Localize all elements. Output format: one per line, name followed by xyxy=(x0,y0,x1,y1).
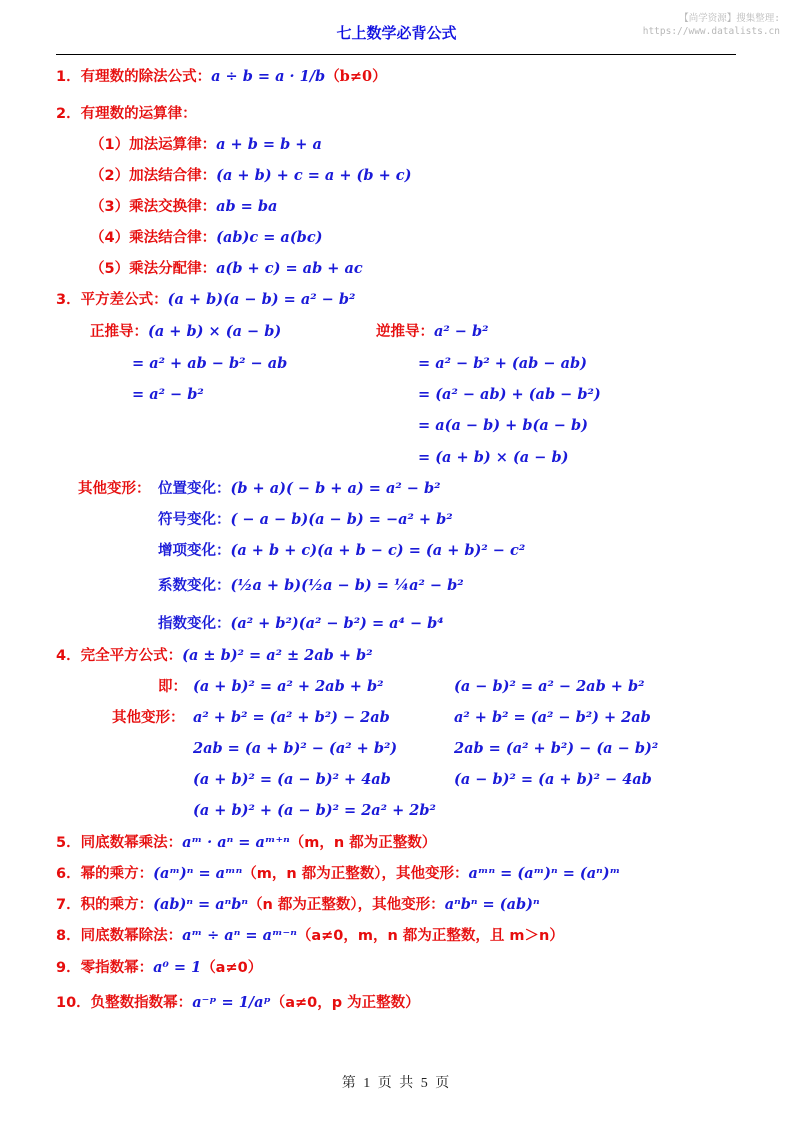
formula-6: 6．幂的乘方：(aᵐ)ⁿ = aᵐⁿ（m，n 都为正整数），其他变形：aᵐⁿ = (aᵐ)ⁿ = (aⁿ)ᵐ xyxy=(56,865,621,882)
law-2: （2）加法结合律：(a + b) + c = a + (b + c) xyxy=(90,167,412,184)
other-variants-label: 其他变形： xyxy=(78,481,151,497)
formula-1: 1．有理数的除法公式：a ÷ b = a · 1/b（b≠0） xyxy=(56,68,387,85)
law-1: （1）加法运算律：a + b = b + a xyxy=(90,136,322,153)
square-variant: a² + b² = (a² + b²) − 2ab xyxy=(193,709,390,726)
square-variant: (a + b)² + (a − b)² = 2a² + 2b² xyxy=(193,802,436,819)
formula-5: 5．同底数幂乘法：aᵐ · aⁿ = aᵐ⁺ⁿ（m，n 都为正整数） xyxy=(56,834,437,851)
square-diff: (a − b)² = a² − 2ab + b² xyxy=(454,678,645,695)
formula-4: 4．完全平方公式：(a ± b)² = a² ± 2ab + b² xyxy=(56,647,373,664)
forward-derivation-2: = a² + ab − b² − ab xyxy=(132,355,288,372)
formula-7: 7．积的乘方：(ab)ⁿ = aⁿbⁿ（n 都为正整数），其他变形：aⁿbⁿ = (ab)ⁿ xyxy=(56,896,540,913)
watermark-line1: 【尚学资源】搜集整理: xyxy=(679,13,780,24)
variant-position: 位置变化：(b + a)( − b + a) = a² − b² xyxy=(158,480,441,497)
square-other-label: 其他变形： xyxy=(112,710,185,726)
forward-derivation-1: 正推导：(a + b) × (a − b) xyxy=(90,323,282,340)
reverse-derivation-4: = a(a − b) + b(a − b) xyxy=(418,417,588,434)
square-sum: (a + b)² = a² + 2ab + b² xyxy=(193,678,384,695)
variant-coefficient: 系数变化：(½a + b)(½a − b) = ¼a² − b² xyxy=(158,577,464,594)
formula-3: 3．平方差公式：(a + b)(a − b) = a² − b² xyxy=(56,291,356,308)
formula-8: 8．同底数幂除法：aᵐ ÷ aⁿ = aᵐ⁻ⁿ（a≠0，m，n 都为正整数，且 m＞n） xyxy=(56,927,564,944)
watermark-line2: https://www.datalists.cn xyxy=(642,26,780,37)
law-5: （5）乘法分配律：a(b + c) = ab + ac xyxy=(90,260,363,277)
section-2-heading: 2．有理数的运算律： xyxy=(56,106,197,122)
square-variant: 2ab = (a + b)² − (a² + b²) xyxy=(193,740,398,757)
variant-sign: 符号变化：( − a − b)(a − b) = −a² + b² xyxy=(158,511,453,528)
ji-label: 即： xyxy=(158,679,187,695)
watermark xyxy=(643,12,780,38)
formula-9: 9．零指数幂：a⁰ = 1（a≠0） xyxy=(56,959,263,976)
square-variant: (a − b)² = (a + b)² − 4ab xyxy=(454,771,652,788)
variant-term: 增项变化：(a + b + c)(a + b − c) = (a + b)² − c² xyxy=(158,542,526,559)
square-variant: a² + b² = (a² − b²) + 2ab xyxy=(454,709,651,726)
reverse-derivation-5: = (a + b) × (a − b) xyxy=(418,449,569,466)
law-4: （4）乘法结合律：(ab)c = a(bc) xyxy=(90,229,323,246)
square-variant: (a + b)² = (a − b)² + 4ab xyxy=(193,771,391,788)
reverse-derivation-3: = (a² − ab) + (ab − b²) xyxy=(418,386,601,403)
reverse-derivation-1: 逆推导：a² − b² xyxy=(376,323,489,340)
variant-exponent: 指数变化：(a² + b²)(a² − b²) = a⁴ − b⁴ xyxy=(158,615,444,632)
header-rule xyxy=(56,54,736,55)
formula-10: 10．负整数指数幂：a⁻ᵖ = 1/aᵖ（a≠0，p 为正整数） xyxy=(56,994,420,1011)
forward-derivation-3: = a² − b² xyxy=(132,386,204,403)
page-title: 七上数学必背公式 xyxy=(336,24,457,42)
page-number: 第 1 页 共 5 页 xyxy=(341,1076,452,1091)
reverse-derivation-2: = a² − b² + (ab − ab) xyxy=(418,355,587,372)
law-3: （3）乘法交换律：ab = ba xyxy=(90,198,278,215)
square-variant: 2ab = (a² + b²) − (a − b)² xyxy=(454,740,659,757)
